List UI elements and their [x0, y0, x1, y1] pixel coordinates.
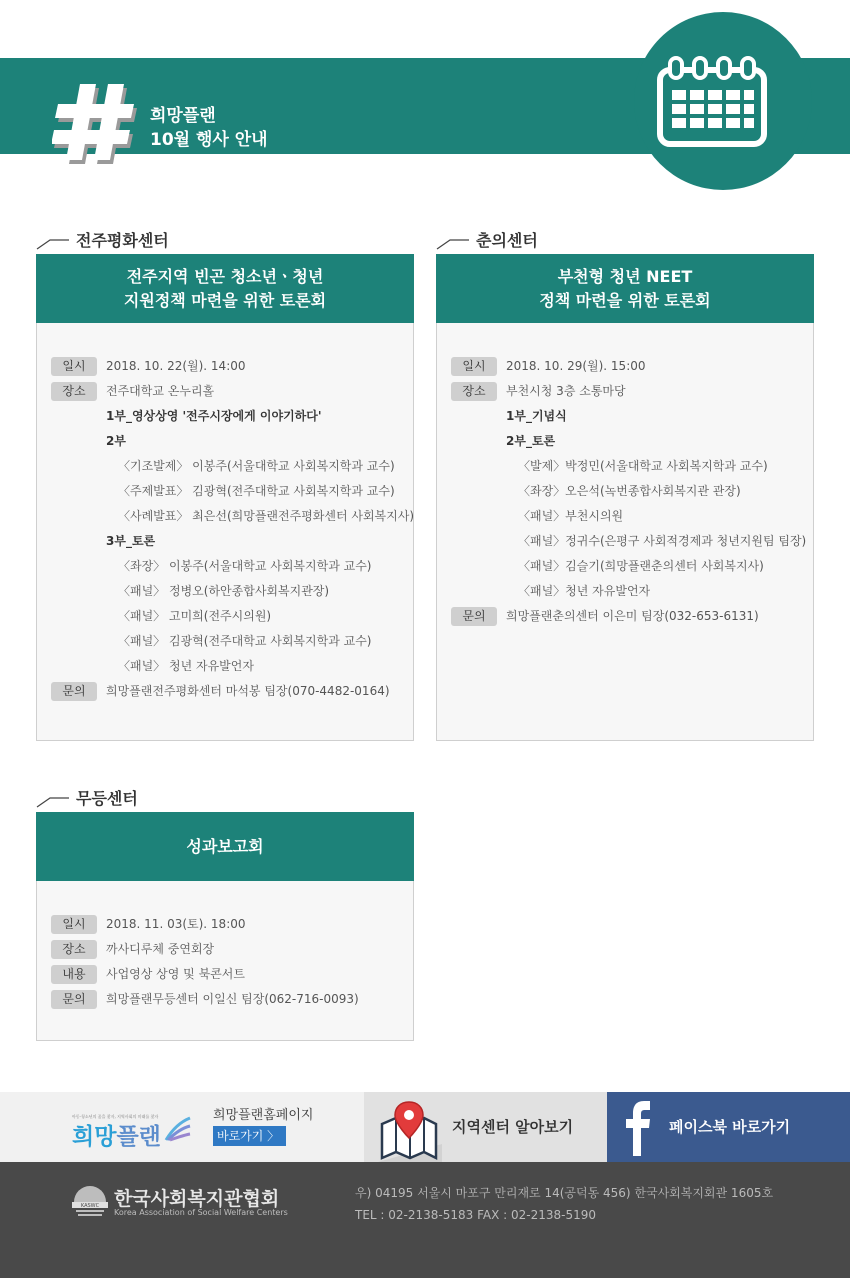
program-part: 2부_토론: [506, 434, 556, 448]
program-item: 〈패널〉 김광혁(전주대학교 사회복지학과 교수): [118, 634, 372, 648]
section-heading-mudeung: [36, 786, 236, 810]
detail-row-content: [51, 965, 405, 990]
program-row: [451, 432, 805, 457]
program-item: 〈사례발표〉 최은선(희망플랜전주평화센터 사회복지사): [118, 509, 415, 523]
event-title-line1: 부천형 청년 NEET: [557, 266, 693, 286]
detail-label: 일시: [51, 357, 97, 376]
center-locator-link[interactable]: [364, 1092, 607, 1162]
detail-row-date: [51, 357, 405, 382]
program-row: [51, 457, 405, 482]
program-row: [451, 407, 805, 432]
program-row: [51, 532, 405, 557]
facebook-label: 페이스북 바로가기: [669, 1118, 791, 1136]
detail-value: 2018. 10. 22(월). 14:00: [106, 359, 246, 373]
facebook-icon: [625, 1100, 651, 1156]
program-row: [451, 507, 805, 532]
detail-value: 까사디루체 중연회장: [106, 942, 215, 956]
program-item: 〈주제발표〉 김광혁(전주대학교 사회복지학과 교수): [118, 484, 395, 498]
detail-row-contact: [451, 607, 805, 632]
org-name: 한국사회복지관협회: [114, 1188, 280, 1210]
event-title-line2: 지원정책 마련을 위한 토론회: [123, 290, 327, 310]
homepage-button[interactable]: 바로가기 〉: [213, 1126, 286, 1146]
detail-row-contact: [51, 990, 405, 1015]
event-details: [51, 357, 415, 707]
detail-label: 장소: [51, 382, 97, 401]
header-title-line2: 10월 행사 안내: [150, 130, 268, 150]
detail-row-place: [451, 382, 805, 407]
facebook-link[interactable]: [607, 1092, 850, 1162]
section-heading-label: 전주평화센터: [76, 231, 169, 250]
program-part: 2부: [106, 434, 126, 448]
detail-value: 희망플랜춘의센터 이은미 팀장(032-653-6131): [506, 609, 759, 623]
program-row: [51, 607, 405, 632]
section-heading-label: 춘의센터: [476, 231, 538, 250]
detail-row-place: [51, 382, 405, 407]
program-item: 〈좌장〉 이봉주(서울대학교 사회복지학과 교수): [118, 559, 372, 573]
section-heading-chuneui: [436, 228, 636, 252]
detail-value: 희망플랜무등센터 이일신 팀장(062-716-0093): [106, 992, 359, 1006]
section-heading-jeonju: [36, 228, 236, 252]
detail-value: 2018. 10. 29(월). 15:00: [506, 359, 646, 373]
heading-line-icon: [436, 230, 470, 250]
event-card-jeonju: [36, 254, 414, 741]
program-item: 〈좌장〉오은석(녹번종합사회복지관 관장): [518, 484, 741, 498]
program-row: [451, 582, 805, 607]
detail-value: 2018. 11. 03(토). 18:00: [106, 917, 246, 931]
address-line: 우) 04195 서울시 마포구 만리재로 14(공덕동 456) 한국사회복지회관 1605호: [355, 1186, 774, 1200]
event-title-line2: 정책 마련을 위한 토론회: [539, 290, 711, 310]
detail-label: 일시: [451, 357, 497, 376]
detail-value: 부천시청 3층 소통마당: [506, 384, 626, 398]
org-address: [355, 1182, 773, 1226]
event-title-line1: 전주지역 빈곤 청소년ㆍ청년: [126, 266, 324, 286]
event-card-mudeung: [36, 812, 414, 1041]
event-title-line1: 성과보고회: [186, 836, 264, 856]
detail-label: 내용: [51, 965, 97, 984]
program-part: 1부_기념식: [506, 409, 567, 423]
program-item: 〈패널〉청년 자유발언자: [518, 584, 651, 598]
program-item: 〈패널〉 고미희(전주시의원): [118, 609, 272, 623]
footer-org-info: [0, 1162, 850, 1278]
detail-label: 장소: [51, 940, 97, 959]
calendar-icon: [656, 56, 768, 148]
program-part: 3부_토론: [106, 534, 156, 548]
kaswc-badge-text: KASWC: [80, 1203, 100, 1209]
homepage-panel: [0, 1092, 364, 1162]
detail-value: 사업영상 상영 및 북콘서트: [106, 967, 245, 981]
detail-label: 일시: [51, 915, 97, 934]
hash-icon: [52, 80, 138, 170]
logo-text-b: 플랜: [116, 1124, 161, 1150]
program-row: [451, 457, 805, 482]
event-title: [436, 254, 814, 323]
event-title: [36, 812, 414, 881]
program-part: 1부_영상상영 '전주시장에게 이야기하다': [106, 409, 322, 423]
header-title: [150, 104, 268, 152]
program-row: [51, 507, 415, 532]
footer-link-bar: [0, 1092, 850, 1162]
program-row: [51, 632, 405, 657]
map-pin-icon: [378, 1098, 442, 1162]
program-row: [51, 432, 405, 457]
heading-line-icon: [36, 230, 70, 250]
kaswc-logo-icon: [70, 1180, 110, 1220]
program-row: [451, 532, 805, 557]
logo-tagline: 아동·청소년의 꿈을 찾자, 지역사회의 미래를 찾자: [72, 1114, 159, 1119]
detail-label: 문의: [51, 682, 97, 701]
detail-value: 희망플랜전주평화센터 마석봉 팀장(070-4482-0164): [106, 684, 390, 698]
event-details: [451, 357, 805, 632]
center-locator-label: 지역센터 알아보기: [452, 1118, 574, 1136]
program-item: 〈패널〉김슬기(희망플랜춘의센터 사회복지사): [518, 559, 764, 573]
program-item: 〈패널〉 청년 자유발언자: [118, 659, 254, 673]
detail-label: 문의: [451, 607, 497, 626]
hopeplan-logo: [72, 1118, 161, 1151]
program-item: 〈패널〉부천시의원: [518, 509, 624, 523]
logo-wing-icon: [164, 1116, 192, 1142]
section-heading-label: 무등센터: [76, 789, 138, 808]
detail-value: 전주대학교 온누리홀: [106, 384, 215, 398]
program-item: 〈기조발제〉 이봉주(서울대학교 사회복지학과 교수): [118, 459, 395, 473]
detail-label: 문의: [51, 990, 97, 1009]
event-details: [51, 915, 405, 1015]
program-item: 〈패널〉정귀수(은평구 사회적경제과 청년지원팀 팀장): [518, 534, 807, 548]
program-row: [51, 482, 405, 507]
homepage-label: 희망플랜홈페이지: [213, 1108, 314, 1123]
contact-line: TEL : 02-2138-5183 FAX : 02-2138-5190: [355, 1208, 597, 1222]
header-title-line1: 희망플랜: [150, 106, 216, 126]
detail-row-date: [451, 357, 805, 382]
detail-row-place: [51, 940, 405, 965]
program-row: [51, 557, 405, 582]
heading-line-icon: [36, 788, 70, 808]
logo-text-a: 희망: [72, 1124, 117, 1150]
program-row: [451, 482, 805, 507]
org-name-en: Korea Association of Social Welfare Centers: [114, 1208, 288, 1217]
program-item: 〈발제〉박정민(서울대학교 사회복지학과 교수): [518, 459, 768, 473]
program-row: [51, 407, 405, 432]
event-card-chuneui: [436, 254, 814, 741]
program-row: [451, 557, 805, 582]
program-row: [51, 657, 405, 682]
event-title: [36, 254, 414, 323]
detail-row-contact: [51, 682, 405, 707]
detail-label: 장소: [451, 382, 497, 401]
program-item: 〈패널〉 정병오(하안종합사회복지관장): [118, 584, 330, 598]
detail-row-date: [51, 915, 405, 940]
program-row: [51, 582, 405, 607]
